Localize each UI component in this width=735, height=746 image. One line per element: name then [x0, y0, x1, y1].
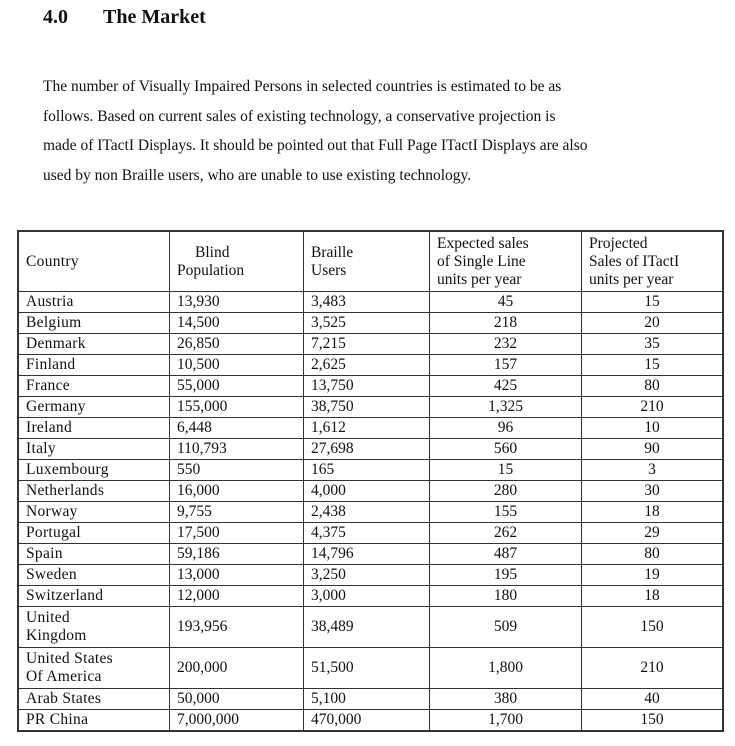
cell-country — [18, 376, 170, 397]
cell-projected-sales-text: 40 — [644, 690, 660, 707]
header-projected-sales — [582, 231, 724, 292]
cell-expected-sales — [430, 502, 582, 523]
cell-country — [18, 523, 170, 544]
paragraph-line: used by non Braille users, who are unable to use existing technology. — [43, 166, 472, 184]
header-blind-population — [170, 231, 304, 292]
cell-projected-sales — [582, 334, 724, 355]
cell-country — [18, 313, 170, 334]
cell-blind-population-text: 193,956 — [177, 618, 228, 635]
cell-country — [18, 439, 170, 460]
cell-braille-users-text: 5,100 — [311, 690, 346, 707]
table-row — [18, 334, 723, 355]
cell-blind-population-text: 7,000,000 — [177, 711, 239, 728]
header-line: of Single Line — [437, 252, 526, 270]
cell-projected-sales-text: 15 — [644, 356, 660, 373]
cell-braille-users-text: 165 — [311, 461, 335, 478]
cell-projected-sales-text: 90 — [644, 440, 660, 457]
table-row — [18, 376, 723, 397]
cell-projected-sales — [582, 523, 724, 544]
cell-blind-population — [170, 355, 304, 376]
cell-expected-sales — [430, 418, 582, 439]
cell-country — [18, 544, 170, 565]
table-row — [18, 502, 723, 523]
cell-projected-sales — [582, 439, 724, 460]
cell-country — [18, 292, 170, 313]
cell-expected-sales-text: 155 — [493, 503, 518, 520]
cell-country — [18, 648, 170, 689]
cell-country — [18, 586, 170, 607]
cell-expected-sales — [430, 439, 582, 460]
cell-expected-sales-text: 509 — [493, 618, 518, 635]
cell-expected-sales — [430, 710, 582, 732]
cell-country — [18, 481, 170, 502]
cell-blind-population-text: 12,000 — [177, 587, 220, 604]
cell-expected-sales — [430, 481, 582, 502]
cell-blind-population-text: 14,500 — [177, 314, 220, 331]
table-row — [18, 313, 723, 334]
table-row — [18, 689, 723, 710]
cell-projected-sales-text: 19 — [644, 566, 660, 583]
cell-projected-sales-text: 35 — [644, 335, 660, 352]
cell-braille-users — [304, 397, 430, 418]
cell-blind-population — [170, 418, 304, 439]
cell-expected-sales — [430, 648, 582, 689]
cell-expected-sales — [430, 544, 582, 565]
cell-blind-population-text: 550 — [177, 461, 201, 478]
cell-blind-population — [170, 334, 304, 355]
cell-braille-users-text: 4,375 — [311, 524, 346, 541]
table-row — [18, 586, 723, 607]
cell-blind-population-text: 13,000 — [177, 566, 220, 583]
cell-blind-population-text: 155,000 — [177, 398, 228, 415]
cell-projected-sales-text: 80 — [644, 377, 660, 394]
cell-projected-sales-text: 150 — [640, 618, 664, 635]
cell-expected-sales-text: 280 — [493, 482, 518, 499]
cell-projected-sales — [582, 607, 724, 648]
cell-country-text: Arab States — [26, 690, 102, 707]
cell-braille-users-text: 27,698 — [311, 440, 354, 457]
cell-projected-sales-text: 210 — [640, 398, 664, 415]
cell-projected-sales — [582, 710, 724, 732]
header-line: Braille — [311, 243, 354, 261]
cell-blind-population — [170, 523, 304, 544]
cell-braille-users — [304, 648, 430, 689]
cell-projected-sales — [582, 689, 724, 710]
table-row — [18, 544, 723, 565]
cell-country-text: Ireland — [26, 419, 72, 436]
cell-braille-users — [304, 334, 430, 355]
cell-country-text: Spain — [26, 545, 63, 562]
cell-projected-sales-text: 15 — [644, 293, 660, 310]
cell-expected-sales-text: 195 — [493, 566, 518, 583]
cell-blind-population-text: 13,930 — [177, 293, 220, 310]
cell-braille-users-text: 3,483 — [311, 293, 346, 310]
cell-blind-population — [170, 376, 304, 397]
cell-blind-population — [170, 439, 304, 460]
cell-country-text: Portugal — [26, 524, 81, 541]
cell-braille-users — [304, 418, 430, 439]
cell-blind-population — [170, 313, 304, 334]
cell-projected-sales — [582, 502, 724, 523]
header-line: Country — [26, 252, 79, 270]
cell-expected-sales — [430, 376, 582, 397]
cell-expected-sales — [430, 292, 582, 313]
section-title: The Market — [103, 6, 206, 28]
cell-country-text: Denmark — [26, 335, 86, 352]
cell-expected-sales-text: 15 — [497, 461, 514, 478]
table-header-row — [18, 231, 723, 292]
cell-expected-sales-text: 380 — [493, 690, 518, 707]
header-braille-users — [304, 231, 430, 292]
cell-expected-sales — [430, 334, 582, 355]
paragraph-line: follows. Based on current sales of existing technology, a conservative projection is — [43, 107, 556, 125]
cell-braille-users — [304, 439, 430, 460]
cell-blind-population-text: 59,186 — [177, 545, 220, 562]
section-heading — [43, 6, 206, 29]
cell-braille-users — [304, 292, 430, 313]
cell-braille-users-text: 3,525 — [311, 314, 346, 331]
cell-projected-sales-text: 30 — [644, 482, 660, 499]
table-row — [18, 460, 723, 481]
cell-projected-sales-text: 29 — [644, 524, 660, 541]
cell-country-text: United — [26, 609, 70, 626]
table-row — [18, 710, 723, 732]
cell-expected-sales-text: 96 — [497, 419, 514, 436]
cell-country — [18, 355, 170, 376]
cell-expected-sales-text: 487 — [493, 545, 518, 562]
cell-blind-population — [170, 544, 304, 565]
cell-braille-users — [304, 481, 430, 502]
cell-expected-sales — [430, 397, 582, 418]
cell-projected-sales — [582, 418, 724, 439]
cell-blind-population-text: 17,500 — [177, 524, 220, 541]
cell-country-text: Austria — [26, 293, 74, 310]
cell-country-text: PR China — [26, 711, 89, 728]
cell-blind-population-text: 16,000 — [177, 482, 220, 499]
cell-blind-population — [170, 689, 304, 710]
cell-country-text: Belgium — [26, 314, 82, 331]
cell-country-text: Germany — [26, 398, 86, 415]
cell-expected-sales — [430, 607, 582, 648]
cell-braille-users — [304, 607, 430, 648]
cell-blind-population-text: 9,755 — [177, 503, 212, 520]
cell-blind-population — [170, 648, 304, 689]
cell-projected-sales-text: 18 — [644, 503, 660, 520]
header-line: Users — [311, 261, 347, 279]
cell-projected-sales-text: 80 — [644, 545, 660, 562]
cell-blind-population-text: 50,000 — [177, 690, 220, 707]
cell-country — [18, 607, 170, 648]
table-row — [18, 292, 723, 313]
paragraph-line: The number of Visually Impaired Persons in selected countries is estimated to be as — [43, 78, 562, 95]
cell-projected-sales — [582, 397, 724, 418]
cell-projected-sales — [582, 544, 724, 565]
cell-projected-sales — [582, 355, 724, 376]
cell-braille-users-text: 4,000 — [311, 482, 346, 499]
cell-blind-population — [170, 502, 304, 523]
cell-braille-users-text: 38,750 — [311, 398, 354, 415]
cell-country-text: Norway — [26, 503, 78, 520]
cell-expected-sales-text: 262 — [493, 524, 518, 541]
cell-braille-users-text: 2,625 — [311, 356, 346, 373]
cell-blind-population-text: 110,793 — [177, 440, 227, 457]
cell-country — [18, 334, 170, 355]
cell-braille-users — [304, 355, 430, 376]
cell-projected-sales-text: 3 — [648, 461, 656, 478]
cell-blind-population — [170, 481, 304, 502]
cell-braille-users-text: 3,000 — [311, 587, 346, 604]
cell-projected-sales — [582, 313, 724, 334]
cell-expected-sales — [430, 565, 582, 586]
cell-projected-sales — [582, 648, 724, 689]
table-row — [18, 607, 723, 648]
cell-country-text: Luxembourg — [26, 461, 109, 478]
table-row — [18, 397, 723, 418]
cell-expected-sales-text: 560 — [493, 440, 518, 457]
cell-country-text: Sweden — [26, 566, 77, 583]
cell-projected-sales — [582, 376, 724, 397]
header-line: units per year — [437, 270, 522, 288]
cell-expected-sales-text: 157 — [493, 356, 518, 373]
cell-braille-users — [304, 460, 430, 481]
cell-country — [18, 502, 170, 523]
cell-braille-users-text: 51,500 — [311, 659, 354, 676]
header-line: Sales of ITactI — [589, 252, 680, 270]
paragraph-line: made of ITactI Displays. It should be pointed out that Full Page ITactI Displays are also — [43, 137, 588, 154]
header-expected-sales — [430, 231, 582, 292]
cell-projected-sales — [582, 565, 724, 586]
cell-expected-sales — [430, 355, 582, 376]
cell-blind-population-text: 26,850 — [177, 335, 220, 352]
cell-country — [18, 418, 170, 439]
cell-expected-sales-text: 218 — [493, 314, 518, 331]
header-line: units per year — [589, 270, 674, 288]
cell-braille-users — [304, 523, 430, 544]
cell-expected-sales-text: 1,325 — [488, 398, 523, 415]
cell-projected-sales — [582, 460, 724, 481]
cell-braille-users-text: 14,796 — [311, 545, 354, 562]
cell-blind-population-text: 6,448 — [177, 419, 212, 436]
cell-braille-users — [304, 502, 430, 523]
cell-expected-sales-text: 1,800 — [488, 659, 523, 676]
cell-blind-population — [170, 565, 304, 586]
cell-expected-sales — [430, 689, 582, 710]
cell-projected-sales-text: 18 — [644, 587, 660, 604]
cell-blind-population-text: 200,000 — [177, 659, 228, 676]
cell-country-text: Kingdom — [26, 627, 87, 644]
cell-blind-population — [170, 397, 304, 418]
cell-projected-sales-text: 150 — [640, 711, 664, 728]
cell-projected-sales-text: 210 — [640, 659, 664, 676]
header-line: Blind — [195, 243, 230, 261]
cell-country — [18, 397, 170, 418]
table-row — [18, 418, 723, 439]
cell-blind-population — [170, 710, 304, 732]
cell-expected-sales — [430, 523, 582, 544]
cell-blind-population — [170, 292, 304, 313]
cell-expected-sales-text: 45 — [497, 293, 514, 310]
cell-braille-users-text: 470,000 — [311, 711, 362, 728]
cell-country-text: Of America — [26, 668, 102, 685]
cell-braille-users — [304, 710, 430, 732]
cell-country-text: United States — [26, 650, 113, 667]
cell-braille-users — [304, 689, 430, 710]
cell-blind-population — [170, 607, 304, 648]
cell-expected-sales-text: 425 — [493, 377, 518, 394]
cell-country-text: Switzerland — [26, 587, 104, 604]
cell-projected-sales — [582, 586, 724, 607]
cell-braille-users-text: 38,489 — [311, 618, 354, 635]
cell-country-text: Finland — [26, 356, 76, 373]
cell-country-text: France — [26, 377, 70, 394]
cell-projected-sales-text: 10 — [644, 419, 660, 436]
cell-braille-users-text: 7,215 — [311, 335, 346, 352]
table-row — [18, 439, 723, 460]
header-line: Projected — [589, 234, 648, 252]
cell-braille-users-text: 1,612 — [311, 419, 346, 436]
cell-country — [18, 689, 170, 710]
cell-country-text: Netherlands — [26, 482, 105, 499]
cell-expected-sales-text: 232 — [493, 335, 518, 352]
table-row — [18, 565, 723, 586]
cell-braille-users-text: 2,438 — [311, 503, 346, 520]
header-line: Expected sales — [437, 234, 529, 252]
intro-paragraph — [43, 72, 723, 190]
cell-projected-sales-text: 20 — [644, 314, 660, 331]
header-country — [18, 231, 170, 292]
cell-expected-sales — [430, 460, 582, 481]
market-table — [17, 230, 724, 732]
cell-expected-sales — [430, 313, 582, 334]
section-number: 4.0 — [43, 6, 68, 28]
cell-braille-users-text: 3,250 — [311, 566, 346, 583]
cell-blind-population — [170, 586, 304, 607]
cell-braille-users — [304, 313, 430, 334]
cell-braille-users — [304, 586, 430, 607]
cell-country — [18, 710, 170, 732]
cell-expected-sales-text: 1,700 — [488, 711, 523, 728]
table-row — [18, 648, 723, 689]
cell-blind-population-text: 55,000 — [177, 377, 220, 394]
table-row — [18, 481, 723, 502]
table-row — [18, 523, 723, 544]
cell-braille-users — [304, 544, 430, 565]
table-row — [18, 355, 723, 376]
cell-expected-sales — [430, 586, 582, 607]
cell-braille-users-text: 13,750 — [311, 377, 354, 394]
cell-blind-population — [170, 460, 304, 481]
header-line: Population — [177, 261, 245, 279]
cell-projected-sales — [582, 481, 724, 502]
cell-expected-sales-text: 180 — [493, 587, 518, 604]
cell-braille-users — [304, 565, 430, 586]
cell-country — [18, 460, 170, 481]
cell-blind-population-text: 10,500 — [177, 356, 220, 373]
cell-country — [18, 565, 170, 586]
cell-country-text: Italy — [26, 440, 56, 457]
cell-projected-sales — [582, 292, 724, 313]
cell-braille-users — [304, 376, 430, 397]
